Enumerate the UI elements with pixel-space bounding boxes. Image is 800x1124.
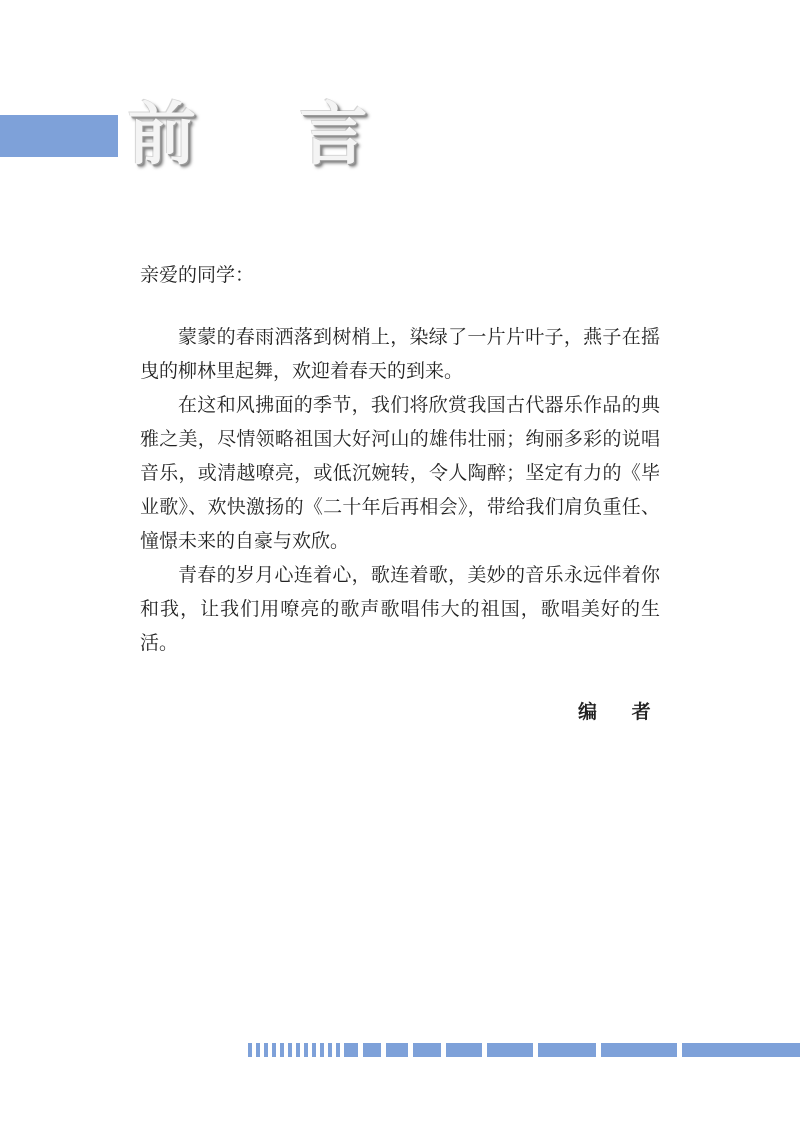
footer-block [538, 1043, 596, 1057]
footer-block [344, 1043, 358, 1057]
footer-block [363, 1043, 381, 1057]
footer-tick [312, 1043, 316, 1057]
footer-tick [264, 1043, 268, 1057]
paragraph-2: 在这和风拂面的季节，我们将欣赏我国古代器乐作品的典雅之美，尽情领略祖国大好河山的雄伟壮丽；绚丽多彩的说唱音乐，或清越嘹亮，或低沉婉转，令人陶醉；坚定有力的《毕业歌》、欢快激扬的《二十年后再相会》，带给我们肩负重任、憧憬未来的自豪与欢欣。 [140, 394, 660, 552]
footer-tick [280, 1043, 284, 1057]
footer-block [601, 1043, 677, 1057]
footer-decorative-strip [248, 1043, 800, 1057]
footer-tick [328, 1043, 332, 1057]
footer-tick [320, 1043, 324, 1057]
footer-block [413, 1043, 441, 1057]
paragraph-1: 蒙蒙的春雨洒落到树梢上，染绿了一片片叶子，燕子在摇曳的柳林里起舞，欢迎着春天的到来。 [140, 326, 660, 382]
salutation: 亲爱的同学： [140, 264, 255, 286]
heading-accent-bar [0, 115, 118, 157]
footer-tick [304, 1043, 308, 1057]
footer-block [682, 1043, 800, 1057]
footer-block [386, 1043, 408, 1057]
footer-tick [256, 1043, 260, 1057]
footer-tick [336, 1043, 340, 1057]
letter-body [140, 258, 660, 660]
page-title: 前 言 [128, 96, 408, 175]
footer-tick [248, 1043, 252, 1057]
footer-block [446, 1043, 482, 1057]
footer-tick [272, 1043, 276, 1057]
footer-block [487, 1043, 533, 1057]
footer-tick [288, 1043, 292, 1057]
signature: 编 者 [578, 701, 665, 723]
paragraph-3: 青春的岁月心连着心，歌连着歌，美妙的音乐永远伴着你和我，让我们用嘹亮的歌声歌唱伟大的祖国，歌唱美好的生活。 [140, 564, 660, 654]
footer-tick [296, 1043, 300, 1057]
